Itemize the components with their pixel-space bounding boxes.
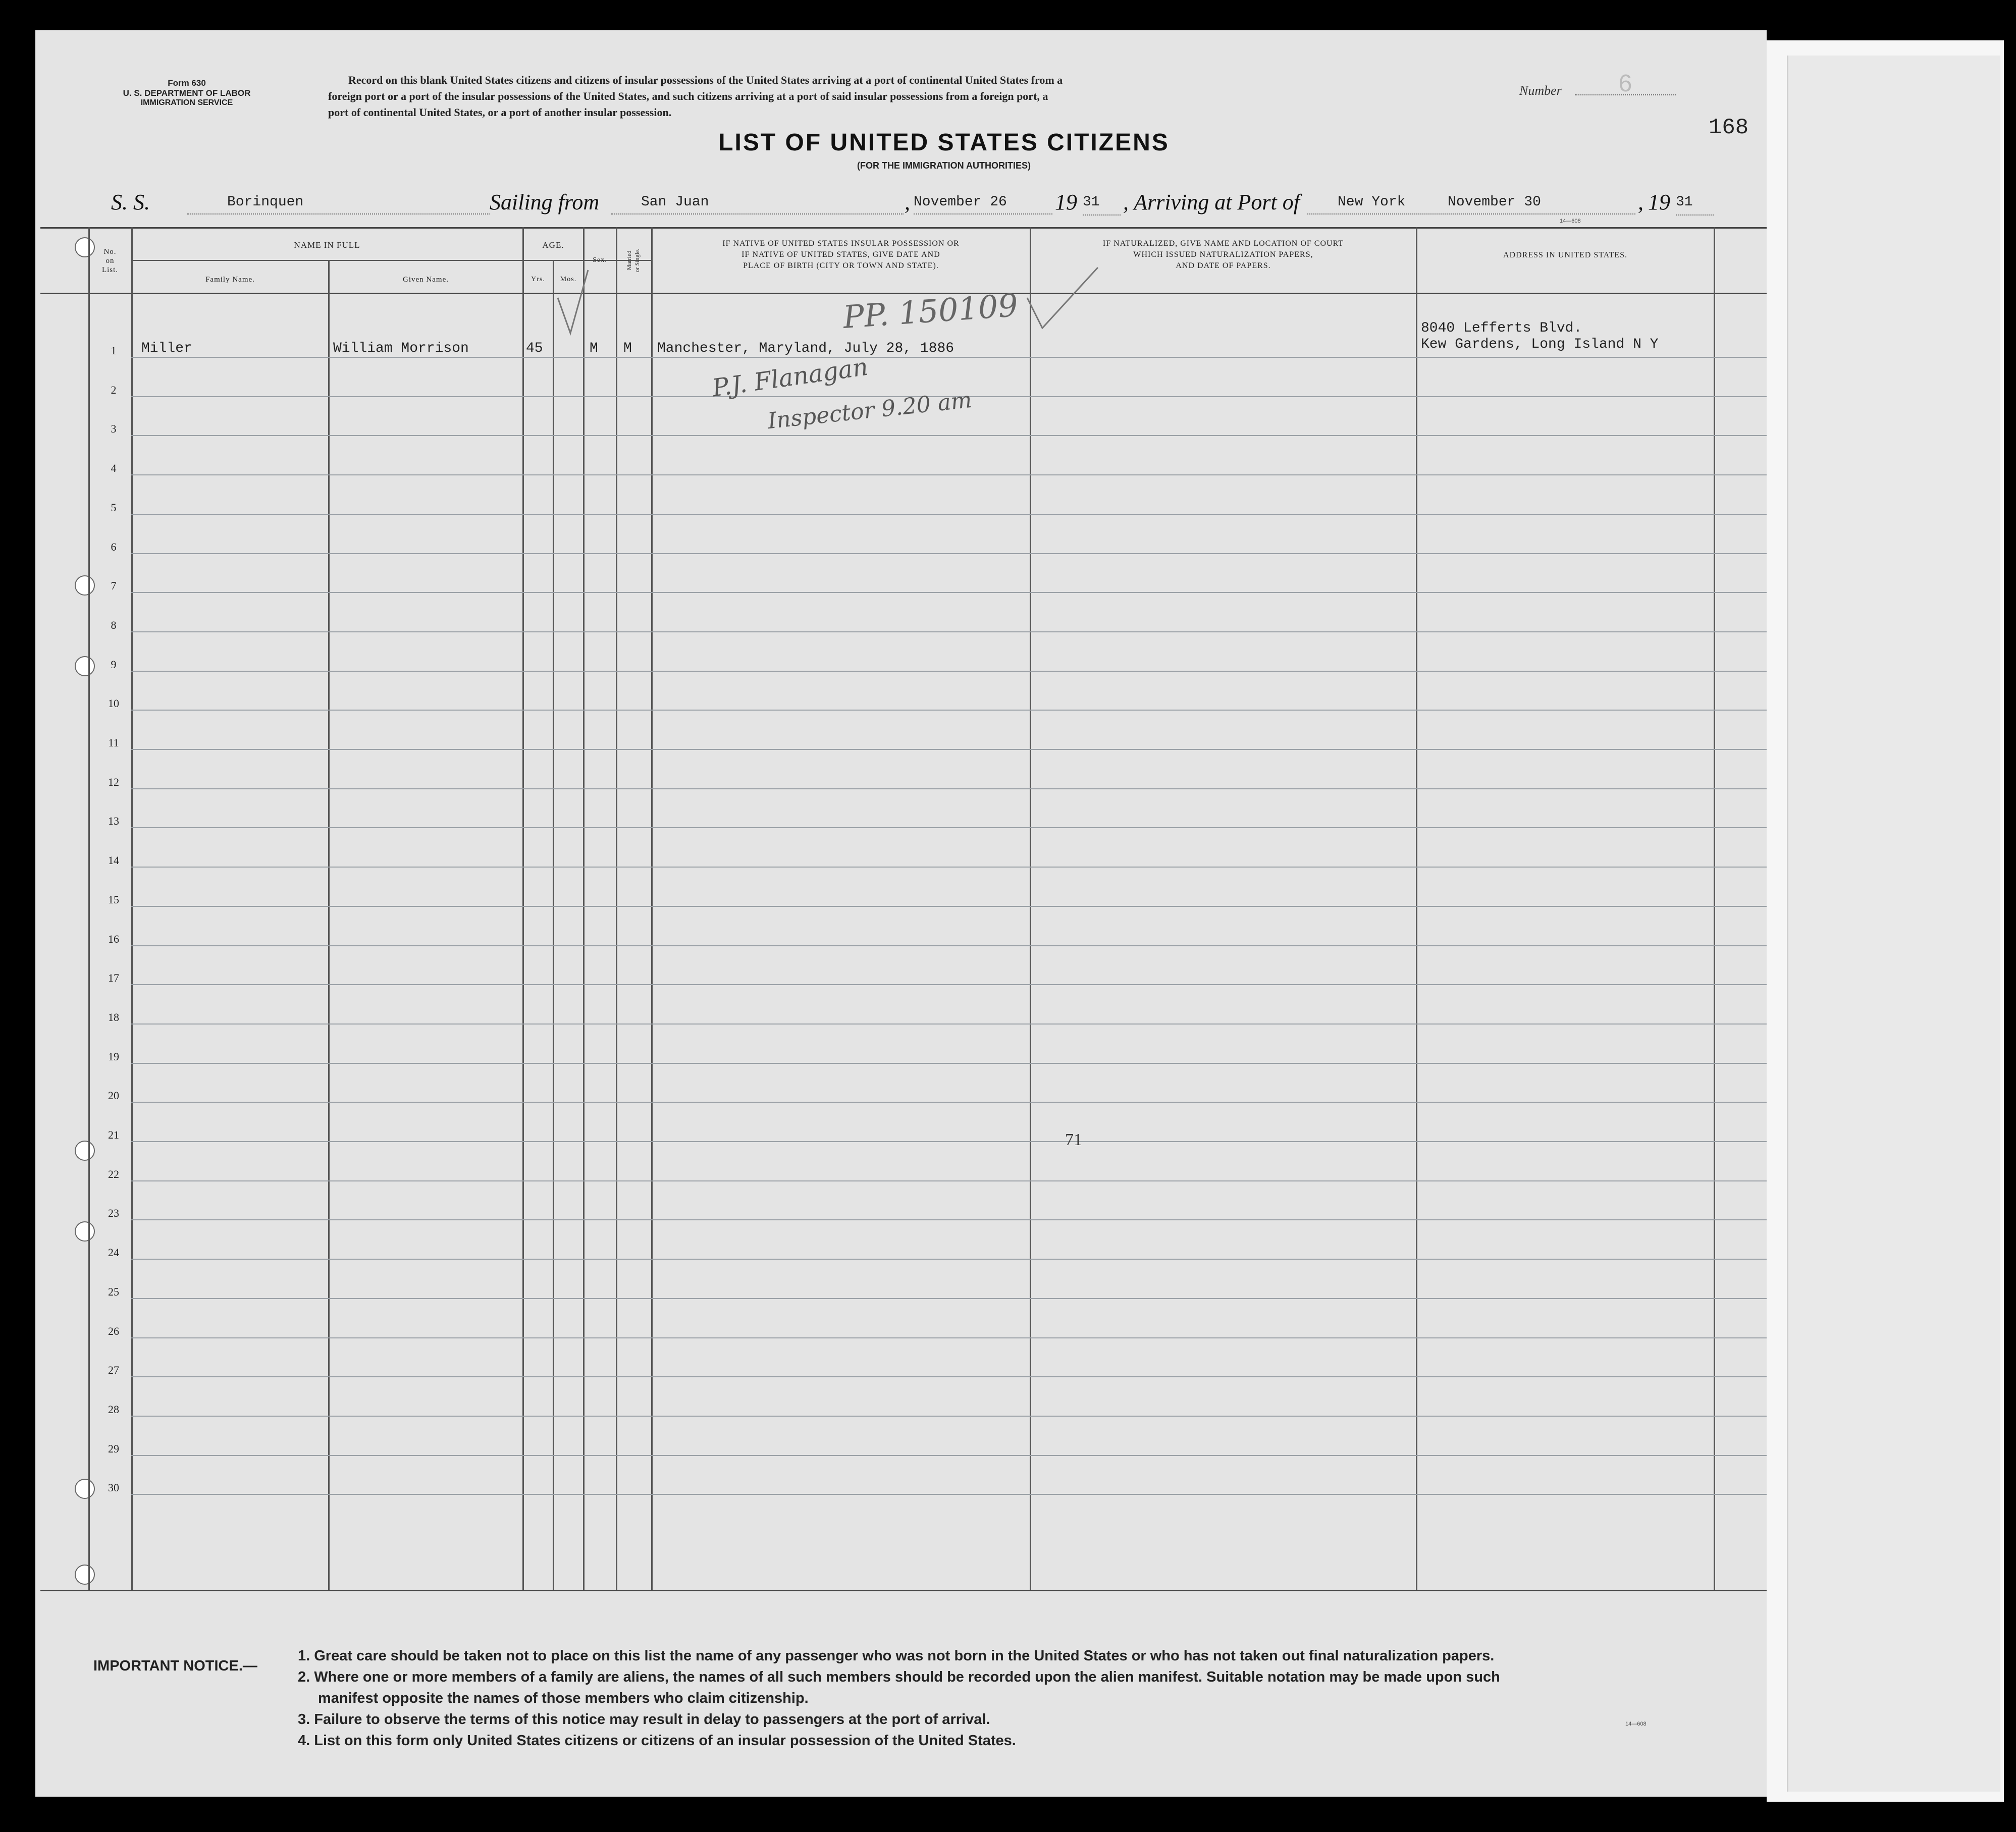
header-married-or-single (621, 232, 646, 290)
header-text: or Single. (633, 248, 641, 273)
header-yrs: Yrs. (531, 276, 545, 283)
row-divider (131, 788, 1767, 789)
row-divider (131, 867, 1767, 868)
arrival-date: November 30 (1448, 194, 1541, 210)
row-number: 28 (108, 1403, 119, 1416)
row-number: 6 (111, 540, 117, 553)
row-number: 3 (111, 422, 117, 436)
header-text: WHICH ISSUED NATURALIZATION PAPERS, (1133, 250, 1313, 259)
arriving-label: , Arriving at Port of (1123, 190, 1300, 214)
binder-hole-icon (75, 575, 95, 596)
arrival-year-prefix: 19 (1648, 190, 1670, 214)
row-divider (131, 1337, 1767, 1338)
header-text: List. (101, 266, 119, 274)
header-text: AND DATE OF PAPERS. (1176, 261, 1271, 270)
header-sex: Sex. (593, 256, 607, 264)
row-number: 30 (108, 1481, 119, 1494)
row-divider (131, 631, 1767, 632)
row-divider (131, 906, 1767, 907)
row-number: 9 (111, 658, 117, 671)
footer-code: 14—608 (1625, 1721, 1647, 1727)
row-divider (131, 435, 1767, 436)
row-divider (131, 945, 1767, 946)
page-number: 168 (1709, 115, 1749, 140)
row-number: 24 (108, 1246, 119, 1259)
row-divider (131, 1063, 1767, 1064)
entry-sex: M (590, 341, 598, 356)
header-text: on (105, 257, 115, 265)
form-id-block (106, 78, 268, 107)
instruction-line: port of continental United States, or a port of another insular possession. (328, 106, 672, 119)
adjacent-page-edge-shadow (1787, 56, 2000, 1792)
row-number: 11 (108, 736, 119, 749)
row-number: 18 (108, 1010, 119, 1023)
header-text: IF NATIVE OF UNITED STATES INSULAR POSSESSION OR (722, 239, 960, 248)
department: U. S. DEPARTMENT OF LABOR (123, 88, 251, 98)
entry-address-line2: Kew Gardens, Long Island N Y (1421, 337, 1659, 352)
row-divider (131, 1494, 1767, 1495)
header-text: PLACE OF BIRTH (CITY OR TOWN AND STATE). (743, 261, 939, 270)
row-divider (131, 592, 1767, 593)
entry-age-yrs: 45 (526, 341, 543, 356)
row-number: 12 (108, 775, 119, 788)
record-instructions (328, 72, 1540, 121)
row-divider (131, 553, 1767, 554)
row-divider (131, 1376, 1767, 1377)
page-subtitle: (FOR THE IMMIGRATION AUTHORITIES) (857, 160, 1031, 171)
row-divider (131, 357, 1767, 358)
check-mark-icon (1025, 262, 1100, 333)
passport-annotation: PP. 150109 (841, 286, 1020, 336)
header-text: IF NATIVE OF UNITED STATES, GIVE DATE AND (741, 250, 940, 259)
row-number: 13 (108, 815, 119, 828)
row-divider (131, 474, 1767, 475)
document-sheet: Form 630 U. S. DEPARTMENT OF LABOR IMMIGRATION SERVICE Record on this blank United States citizens and citizens of insular possessions of the United States arriving at a port of continental United States from a foreign port or a port of the insular possessions of the United States, and such citizens arriving at a port of said insular possessions from a foreign port, a port of continental United States, or a port of another insular possession. Number 6 168 LIST OF UNITED STATES CITIZENS (FOR THE IMMIGRATION AUTHORITIES) S. S. Borinquen Sailing from San Juan , November 26 19 31 , Arriving at Port of New York November 30 , 19 31 14—608 No. on List. NAME IN FULL Family Name. Given Name. AGE. Yrs. Mos. Sex. Married or Single. IF NATIVE OF UNITED STATES INSULAR POSSESSION OR IF NATIVE OF UNITED STATES, GIVE DATE AND PLACE OF BIRTH (CITY OR TOWN AND STATE). IF NATURALIZED, GIVE NAME AND LOCATION OF COURT WHICH ISSUED NATURALIZATION PAPERS, AND DATE OF PAPERS. ADDRESS IN UNITED STATES. 1 2 3 4 5 6 7 8 9 10 11 12 13 14 15 16 17 18 19 20 21 22 23 24 25 26 27 28 29 30 Miller William Morrison 45 M M Manchester, Maryland, July 28, 1886 8040 Lefferts Blvd. Kew Gardens, Long Island N Y PP. 150109 P.J. Flanagan Inspector 9.20 am 71 IMPORTANT NOTICE.— 1. Great care should be taken not to place on this list the name of any passenger who was not born in the United States or who has not taken out final naturalization papers. 2. Where one or more members of a family are aliens, the names of all such members should be recorded upon the alien manifest. Suitable notation may be made upon such manifest opposite the names of those members who claim citizenship. 3. Failure to observe the terms of this notice may result in delay to passengers at the port of arrival. 4. List on this form only United States citizens or citizens of an insular possession of the United States. 14—608 (35, 30, 1767, 1797)
binder-hole-icon (75, 1479, 95, 1499)
notice-item: manifest opposite the names of those members who claim citizenship. (318, 1690, 809, 1706)
sailing-year: 31 (1083, 194, 1121, 215)
sailing-year-prefix: 19 (1055, 190, 1077, 214)
page-title: LIST OF UNITED STATES CITIZENS (718, 129, 1170, 156)
header-text: Married (625, 250, 632, 271)
header-name-in-full: NAME IN FULL (294, 240, 360, 250)
instruction-line: Record on this blank United States citizens and citizens of insular possessions of the United States arriving at a port of continental United States from a (348, 74, 1063, 86)
entry-birth: Manchester, Maryland, July 28, 1886 (657, 341, 954, 356)
row-number: 22 (108, 1167, 119, 1180)
check-mark-icon (555, 267, 591, 338)
row-divider (131, 1180, 1767, 1181)
row-number: 1 (111, 344, 117, 357)
row-divider (131, 1023, 1767, 1025)
row-divider (131, 1102, 1767, 1103)
row-number: 21 (108, 1128, 119, 1141)
notice-list (298, 1645, 1746, 1751)
row-divider (131, 1259, 1767, 1260)
header-given-name: Given Name. (403, 276, 449, 284)
row-number: 20 (108, 1089, 119, 1102)
binder-hole-icon (75, 1565, 95, 1585)
row-divider (131, 1455, 1767, 1456)
binder-hole-icon (75, 656, 95, 676)
stray-number: 71 (1065, 1130, 1082, 1149)
row-number: 8 (111, 618, 117, 631)
row-number: 19 (108, 1050, 119, 1063)
notice-item: 3. Failure to observe the terms of this notice may result in delay to passengers at the port of arrival. (298, 1711, 990, 1728)
notice-label: IMPORTANT NOTICE.— (93, 1658, 257, 1674)
header-text: No. (103, 248, 117, 256)
entry-given-name: William Morrison (333, 341, 469, 356)
row-number: 29 (108, 1442, 119, 1455)
sailing-date: November 26 (914, 194, 1052, 214)
row-number: 10 (108, 697, 119, 710)
row-number: 27 (108, 1364, 119, 1377)
row-divider (131, 514, 1767, 515)
binder-hole-icon (75, 1221, 95, 1242)
row-number: 16 (108, 932, 119, 945)
inspector-signature: P.J. Flanagan (710, 352, 870, 403)
arrival-port-and-date (1307, 194, 1635, 214)
header-native-birth (652, 238, 1030, 272)
notice-item: 1. Great care should be taken not to place on this list the name of any passenger who was not born in the United States or who has not taken out final naturalization papers. (298, 1648, 1495, 1664)
header-text: IF NATURALIZED, GIVE NAME AND LOCATION OF COURT (1102, 239, 1344, 248)
ship-name: Borinquen (187, 194, 490, 214)
header-family-name: Family Name. (205, 276, 255, 284)
row-number: 2 (111, 383, 117, 396)
notice-item: 4. List on this form only United States citizens or citizens of an insular possession of the United States. (298, 1733, 1016, 1749)
row-number: 4 (111, 462, 117, 475)
ss-label: S. S. (111, 190, 150, 214)
entry-married: M (623, 341, 632, 356)
binder-hole-icon (75, 1141, 95, 1161)
sailing-label: Sailing from (490, 190, 600, 214)
number-value: 6 (1575, 73, 1676, 95)
row-number: 5 (111, 501, 117, 514)
row-number: 26 (108, 1324, 119, 1337)
row-divider (131, 710, 1767, 711)
row-divider (131, 984, 1767, 985)
row-number: 17 (108, 972, 119, 985)
print-code: 14—608 (1560, 218, 1581, 224)
header-age: AGE. (542, 240, 564, 250)
row-number: 15 (108, 893, 119, 906)
form-number: Form 630 (168, 78, 206, 88)
instruction-line: foreign port or a port of the insular possessions of the United States, and such citizens arriving at a port of said insular possessions from a foreign port, a (328, 90, 1048, 102)
notice-item: 2. Where one or more members of a family are aliens, the names of all such members should be recorded upon the alien manifest. Suitable notation may be made upon such (298, 1669, 1500, 1685)
entry-address-line1: 8040 Lefferts Blvd. (1421, 320, 1582, 336)
row-number: 7 (111, 579, 117, 592)
service: IMMIGRATION SERVICE (140, 98, 233, 107)
row-divider (131, 749, 1767, 750)
row-divider (131, 1141, 1767, 1142)
row-number: 23 (108, 1207, 119, 1220)
row-divider (131, 671, 1767, 672)
row-divider (131, 827, 1767, 828)
header-no (90, 247, 130, 275)
row-number: 25 (108, 1285, 119, 1298)
header-mos: Mos. (560, 276, 577, 283)
sailing-port: San Juan (611, 194, 904, 214)
row-divider (131, 1219, 1767, 1220)
arrival-year: 31 (1676, 194, 1714, 215)
row-divider (131, 1298, 1767, 1299)
entry-family-name: Miller (141, 341, 192, 356)
row-divider (131, 1416, 1767, 1417)
arrival-port: New York (1338, 194, 1406, 210)
inspector-note: Inspector 9.20 am (766, 387, 973, 435)
number-label: Number (1519, 83, 1562, 98)
row-number: 14 (108, 854, 119, 867)
header-address: ADDRESS IN UNITED STATES. (1503, 251, 1627, 259)
